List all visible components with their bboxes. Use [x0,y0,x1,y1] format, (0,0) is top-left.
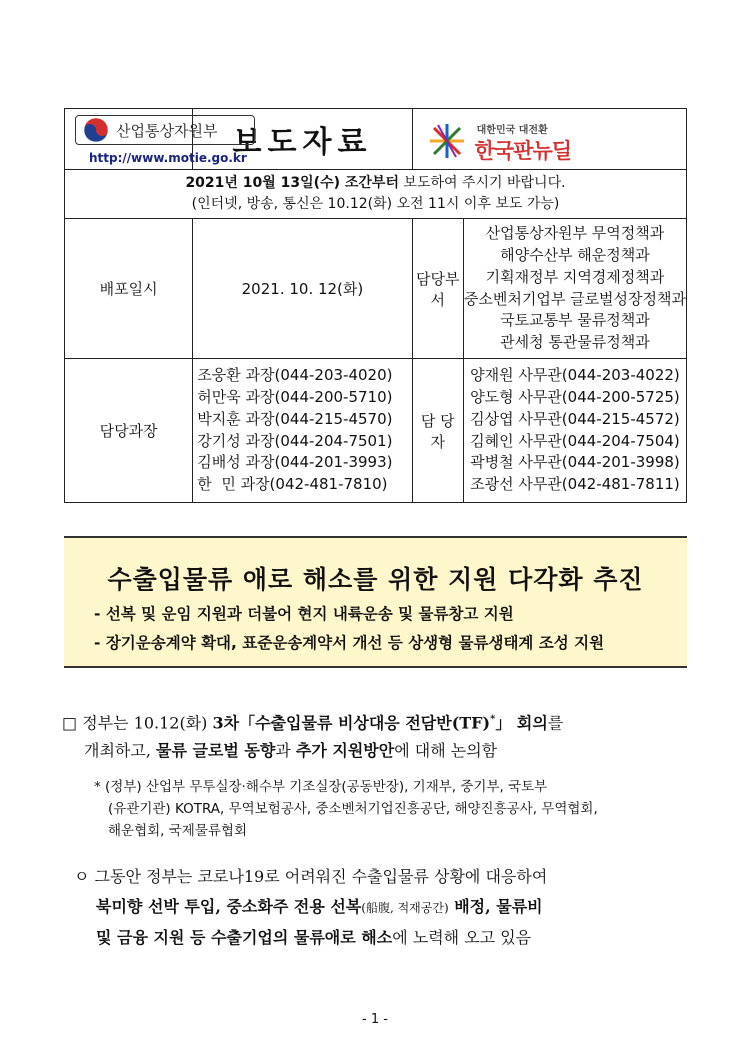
ministry-logo [75,115,255,145]
paragraph-annotation: (船腹, 적재공간) [361,901,449,915]
paragraph-emphasis: 배정, 물류비 [448,897,543,916]
paragraph-emphasis: 」 회의 [495,713,548,733]
staff-list [463,359,686,503]
release-date-value: 2021. 10. 12(화) [193,219,412,359]
director-label: 담당과장 [65,359,193,503]
square-bullet: □ [62,713,78,733]
doc-title: 보도자료 [193,109,412,170]
paragraph-emphasis: 3차「수출입물류 비상대응 전담반(TF) [212,713,491,733]
department-label: 담당부서 [412,219,463,359]
staff-item: 김혜인 사무관(044-204-7504) [470,431,680,450]
footnote-line: (유관기관) KOTRA, 무역보험공사, 중소벤처기업진흥공단, 해양진흥공사, 무역협회, [108,801,598,817]
director-item: 박지훈 과장(044-215-4570) [197,409,393,428]
director-item: 한 민 과장(042-481-7810) [197,475,388,494]
department-list [463,219,686,359]
staff-label: 담 당 자 [412,359,463,503]
paragraph-text: 그동안 정부는 코로나19로 어려워진 수출입물류 상황에 대응하여 [89,867,548,886]
staff-item: 곽병철 사무관(044-201-3998) [470,453,680,472]
paragraph-text: 정부는 10.12(화) [77,713,213,733]
press-header-table [64,108,687,503]
director-item: 조웅환 과장(044-203-4020) [197,366,393,385]
paragraph-emphasis: 북미향 선박 투입, 중소화주 전용 선복 [96,897,362,916]
ministry-name: 산업통상자원부 [116,121,218,140]
department-item: 관세청 통관물류정책과 [500,333,650,352]
circle-bullet: ㅇ [74,867,90,886]
page-number: - 1 - [362,1012,388,1027]
staff-item: 양재원 사무관(044-203-4022) [470,366,680,385]
embargo-online-note: (인터넷, 방송, 통신은 10.12(화) 오전 11시 이후 보도 가능) [191,196,560,212]
department-item: 해양수산부 해운정책과 [500,245,650,264]
paragraph-emphasis: 물류 글로벌 동향 [156,741,276,761]
embargo-text: 보도하여 주시기 바랍니다. [398,175,566,191]
paragraph-text: 에 대해 논의함 [394,741,498,761]
embargo-date: 2021년 10월 13일(수) 조간부터 [185,175,399,191]
department-item: 기획재정부 지역경제정책과 [485,267,665,286]
ministry-logo-cell [65,109,247,170]
director-item: 허만욱 과장(044-200-5710) [197,387,393,406]
body-paragraph-1 [62,706,692,765]
staff-item: 조광선 사무관(042-481-7811) [470,475,680,494]
department-item: 중소벤처기업부 글로벌성장정책과 [463,289,686,308]
footnote-line: 해운협회, 국제물류협회 [108,823,247,839]
paragraph-text: 과 [275,741,296,761]
department-item: 국토교통부 물류정책과 [500,311,650,330]
paragraph-emphasis: 추가 지원방안 [295,741,395,761]
release-date-label: 배포일시 [65,219,193,359]
paragraph-text: 개최하고, [84,741,156,761]
brand-title: 한국판뉴딜 [474,139,572,163]
headline-title: 수출입물류 애로 해소를 위한 지원 다각화 추진 [107,565,644,594]
paragraph-text: 를 [547,713,564,733]
footnote-line: * (정부) 산업부 무투실장·해수부 기조실장(공동반장), 기재부, 중기부, 국토부 [94,779,548,795]
paragraph-emphasis: 수출기업의 물류애로 해소 [211,928,393,947]
staff-item: 김상엽 사무관(044-215-4572) [470,409,680,428]
brand-subtitle: 대한민국 대전환 [476,125,548,136]
embargo-notice [65,170,687,219]
director-item: 강기성 과장(044-204-7501) [197,431,393,450]
body-paragraph-2 [74,862,694,953]
director-item: 김배성 과장(044-201-3993) [197,453,393,472]
paragraph-text: 에 노력해 오고 있음 [392,928,532,947]
taegeuk-emblem-icon [82,116,110,144]
headline-subtitle: - 장기운송계약 확대, 표준운송계약서 개선 등 상생형 물류생태계 조성 지원 [94,634,605,652]
headline-subtitle: - 선복 및 운임 지원과 더불어 현지 내륙운송 및 물류창고 지원 [94,605,514,623]
staff-item: 양도형 사무관(044-200-5725) [470,387,680,406]
paragraph-emphasis: 및 금융 지원 등 [96,928,212,947]
department-item: 산업통상자원부 무역정책과 [485,224,665,243]
new-deal-brand [412,109,686,170]
footnote-marker: * [490,714,496,725]
new-deal-star-icon [427,121,467,161]
ministry-url-link[interactable]: http://www.motie.go.kr [89,151,247,165]
director-list [193,359,412,503]
footnote [94,776,694,842]
headline-box [64,536,687,668]
